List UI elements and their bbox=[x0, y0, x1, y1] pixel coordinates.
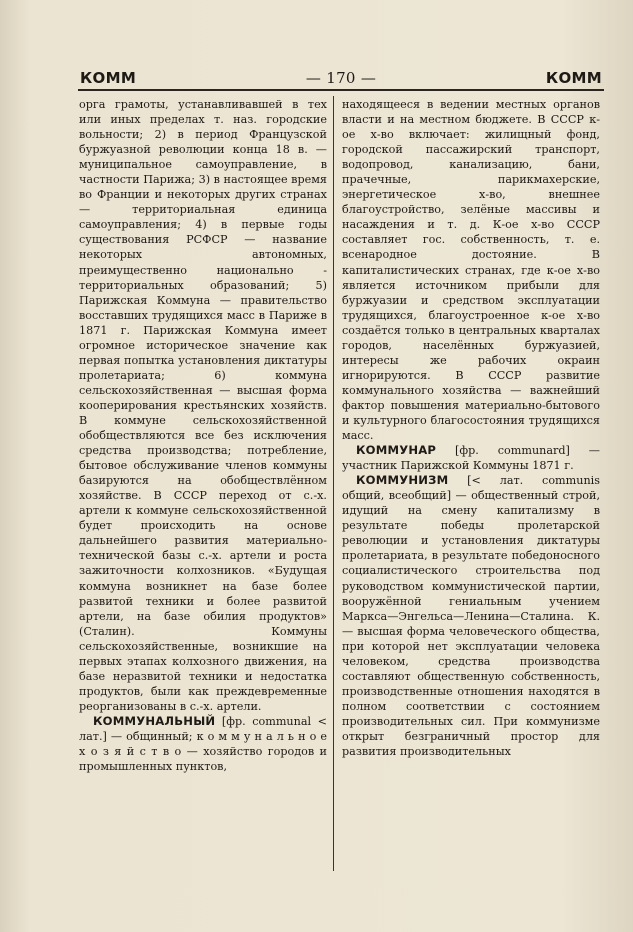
entry-continuation: находящееся в ведении местных органов власти и на местном бюджете. В СССР к-ое х-во включает: жилищный фонд, городской пассажирский транспорт, водопровод, канализацию, бани, прачечные, парикмахерские, энергетическое х-во, внешнее благоустройство, зелёные массивы и насаждения и т. д. К-ое х-во СССР составляет гос. собственность, т. е. всенародное достояние. В капиталистических странах, где к-ое х-во является источником прибыли для буржуазии и средством эксплуатации трудящихся, благоустроенное к-ое х-во создаётся только в центральных кварталах городов, населённых буржуазией, интересы же рабочих окраин игнорируются. В СССР развитие коммунального хозяйства — важнейший фактор повышения материально-бытового и культурного благосостояния трудящихся масс. bbox=[342, 98, 600, 443]
entry-text: [< лат. communis общий, всеобщий] — общественный строй, идущий на смену капитализму в результате победы пролетарской революции и установления диктатуры пролетариата, в результате победоносного социалистического строительства под руководством коммунистической партии, вооружённой гениальным учением Маркса—Энгельса—Ленина—Сталина. К. — высшая форма человеческого общества, при которой нет эксплуатации человека человеком, средства производства составляют общественную собственность, производственные отношения находятся в полном соответствии с состоянием производительных сил. При коммунизме открыт безграничный простор для развития производительных bbox=[342, 474, 600, 759]
entry-kommunar bbox=[342, 443, 600, 473]
left-column bbox=[79, 97, 327, 774]
entry-text: [фр. communard] — участник Парижской Коммуны 1871 г. bbox=[342, 444, 600, 473]
header-rule bbox=[78, 89, 604, 91]
headword: КОММУНАЛЬНЫЙ bbox=[93, 713, 216, 728]
column-divider bbox=[333, 96, 334, 871]
header-right-guideword: КОММ bbox=[545, 69, 602, 87]
header-left-guideword: КОММ bbox=[80, 69, 137, 87]
entry-kommunizm bbox=[342, 473, 600, 759]
headword: КОММУНАР bbox=[356, 443, 437, 458]
page-number: — 170 — bbox=[305, 69, 377, 87]
entry-continuation: орга грамоты, устанавливавшей в тех или иных пределах т. наз. городские вольности; 2) в период Французской буржуазной революции конца 18 в. — муниципальное самоуправление, в частности Парижа; 3) в настоящее время во Франции и некоторых других странах — территориальная единица самоуправления; 4) в первые годы существования РСФСР — название некоторых автономных, преимущественно национально - территориальных образований; 5) Парижская Коммуна — правительство восставших трудящихся масс в Париже в 1871 г. Парижская Коммуна имеет огромное историческое значение как первая попытка установления диктатуры пролетариата; 6) коммуна сельскохозяйственная — высшая форма кооперирования крестьянских хозяйств. В коммуне сельскохозяйственной обобществляются все без исключения средства производства; потребление, бытовое обслуживание членов коммуны базируются на обобществлённом хозяйстве. В СССР переход от с.-х. артели к коммуне сельскохозяйственной будет происходить на основе дальнейшего развития материально-технической базы с.-х. артели и роста зажиточности колхозников. «Будущая коммуна возникнет на базе более развитой техники и более развитой артели, на базе обилия продуктов» (Сталин). Коммуны сельскохозяйственные, возникшие на первых этапах колхозного движения, на базе неразвитой техники и недостатка продуктов, были как преждевременные реорганизованы в с.-х. артели. bbox=[79, 98, 327, 713]
entry-kommunalny bbox=[79, 714, 327, 774]
headword: КОММУНИЗМ bbox=[356, 473, 449, 488]
entry-text: [фр. communal < лат.] — общинный; к о м м у н а л ь н о е х о з я й с т в о — хозяйство городов и промышленных пунктов, bbox=[79, 714, 327, 774]
page-header bbox=[80, 69, 602, 89]
right-column bbox=[342, 97, 600, 759]
